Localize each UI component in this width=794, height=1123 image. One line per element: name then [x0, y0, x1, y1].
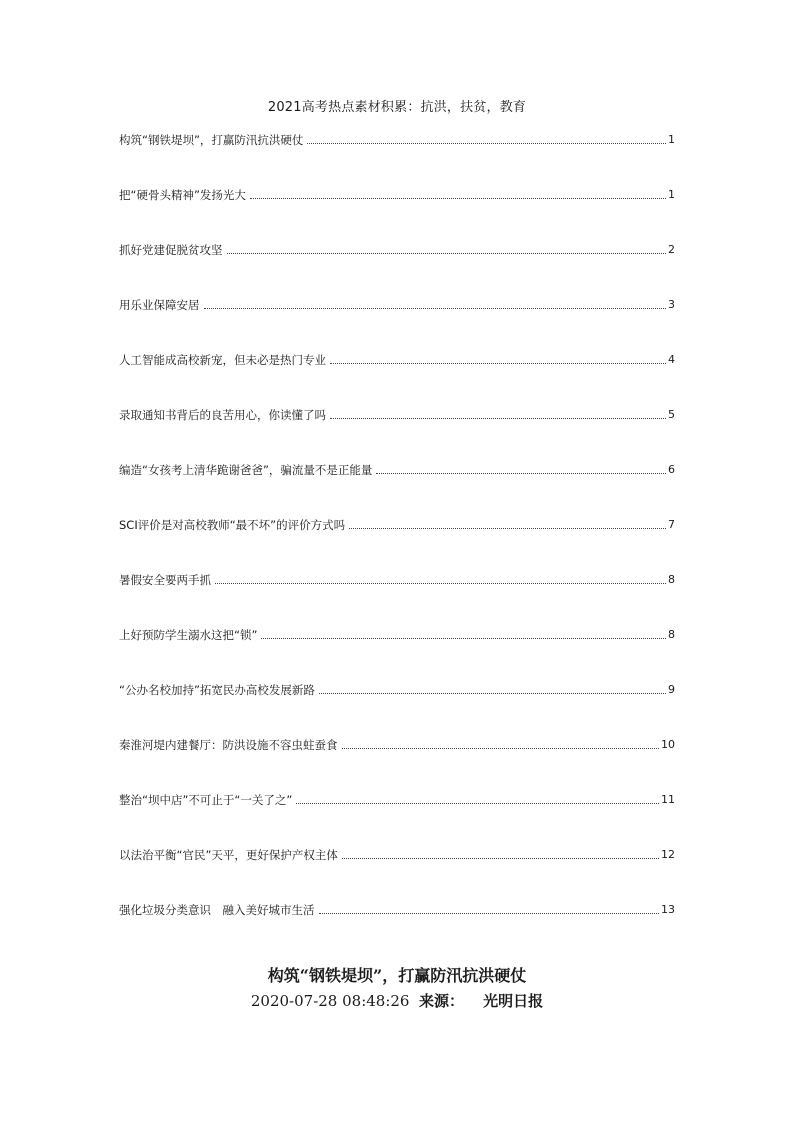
toc-entry-text: “公办名校加持”拓宽民办高校发展新路: [119, 683, 315, 697]
toc-dot-leader: [330, 363, 666, 364]
toc-page-number: 2: [668, 243, 675, 256]
toc-entry[interactable]: [119, 348, 675, 368]
toc-page-number: 7: [668, 518, 675, 531]
toc-dot-leader: [319, 913, 660, 914]
toc-entry[interactable]: [119, 898, 675, 918]
toc-dot-leader: [376, 473, 666, 474]
toc-entry[interactable]: [119, 568, 675, 588]
toc-page-number: 11: [661, 793, 675, 806]
toc-entry-text: 人工智能成高校新宠，但未必是热门专业: [119, 353, 326, 367]
article-meta: [0, 990, 794, 1012]
toc-entry-text: 以法治平衡“官民”天平，更好保护产权主体: [119, 848, 338, 862]
toc-entry[interactable]: [119, 678, 675, 698]
toc-entry[interactable]: [119, 293, 675, 313]
toc-dot-leader: [330, 418, 666, 419]
toc-dot-leader: [307, 143, 666, 144]
toc-dot-leader: [215, 583, 666, 584]
toc-page-number: 12: [661, 848, 675, 861]
toc-entry-text: 抓好党建促脱贫攻坚: [119, 243, 223, 257]
toc-dot-leader: [319, 693, 666, 694]
article-source: 光明日报: [483, 992, 544, 1010]
toc-entry[interactable]: [119, 403, 675, 423]
toc-page-number: 8: [668, 628, 675, 641]
toc-entry-text: SCI评价是对高校教师“最不坏”的评价方式吗: [119, 518, 346, 532]
toc-entry-text: 用乐业保障安居: [119, 298, 200, 312]
toc-entry-text: 强化垃圾分类意识 融入美好城市生活: [119, 903, 315, 917]
toc-entry[interactable]: [119, 623, 675, 643]
toc-entry-text: 暑假安全要两手抓: [119, 573, 211, 587]
toc-entry[interactable]: [119, 238, 675, 258]
document-title: 2021高考热点素材积累：抗洪，扶贫，教育: [267, 100, 527, 115]
toc-dot-leader: [342, 858, 659, 859]
toc-entry[interactable]: [119, 843, 675, 863]
toc-entry[interactable]: [119, 788, 675, 808]
toc-dot-leader: [296, 803, 659, 804]
toc-entry-text: 录取通知书背后的良苦用心，你读懂了吗: [119, 408, 326, 422]
toc-entry[interactable]: [119, 733, 675, 753]
toc-dot-leader: [227, 253, 667, 254]
article-source-label: 来源：: [419, 992, 465, 1010]
toc-dot-leader: [204, 308, 667, 309]
toc-entry[interactable]: [119, 128, 675, 148]
toc-entry[interactable]: [119, 458, 675, 478]
toc-entry[interactable]: [119, 183, 675, 203]
toc-dot-leader: [349, 528, 666, 529]
article-datetime: 2020-07-28 08:48:26: [250, 992, 410, 1010]
toc-dot-leader: [261, 638, 666, 639]
toc-page-number: 4: [668, 353, 675, 366]
toc-page-number: 13: [661, 903, 675, 916]
toc-page-number: 8: [668, 573, 675, 586]
toc-dot-leader: [342, 748, 660, 749]
toc-page-number: 5: [668, 408, 675, 421]
toc-entry-text: 编造“女孩考上清华跪谢爸爸”，骗流量不是正能量: [119, 463, 373, 477]
toc-entry[interactable]: [119, 513, 675, 533]
toc-page-number: 10: [661, 738, 675, 751]
toc-page-number: 1: [668, 133, 675, 146]
toc-dot-leader: [250, 198, 666, 199]
toc-page-number: 3: [668, 298, 675, 311]
toc-page-number: 9: [668, 683, 675, 696]
toc-page-number: 1: [668, 188, 675, 201]
toc-entry-text: 把“硬骨头精神”发扬光大: [119, 188, 246, 202]
toc-entry-text: 整治“坝中店”不可止于“一关了之”: [119, 793, 293, 807]
toc-entry-text: 秦淮河堤内建餐厅：防洪设施不容虫蛀蚕食: [119, 738, 338, 752]
article-title: 构筑“钢铁堤坝”，打赢防汛抗洪硬仗: [267, 966, 527, 985]
toc-page-number: 6: [668, 463, 675, 476]
toc-entry-text: 上好预防学生溺水这把“锁”: [119, 628, 258, 642]
toc-entry-text: 构筑“钢铁堤坝”，打赢防汛抗洪硬仗: [119, 133, 304, 147]
